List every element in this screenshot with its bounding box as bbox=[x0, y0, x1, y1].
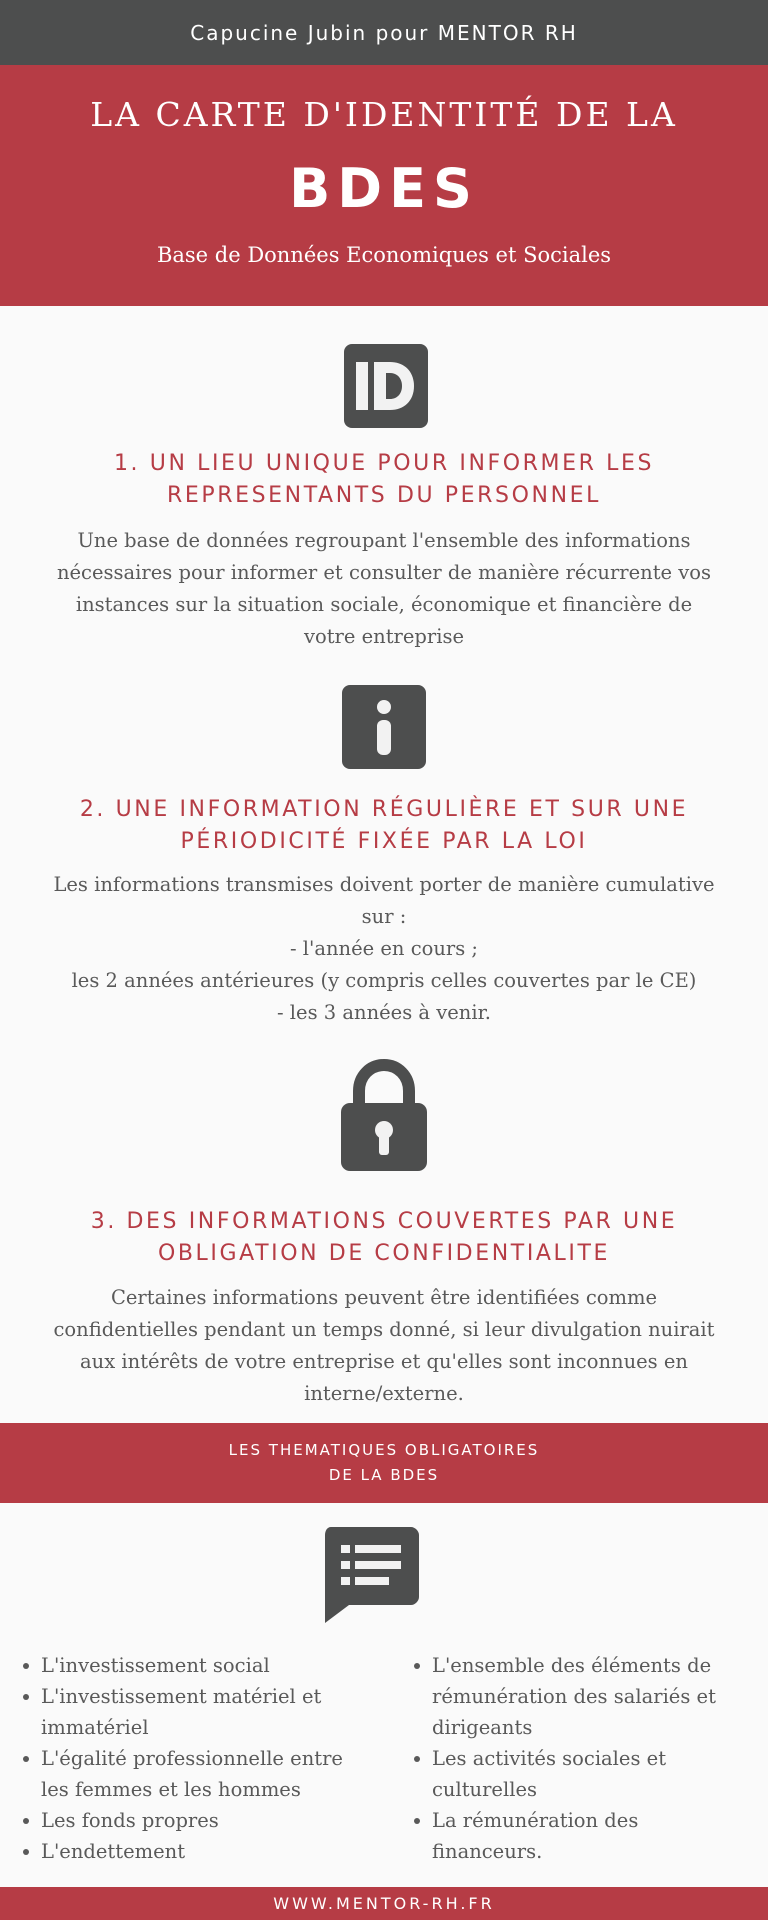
themes-list-right bbox=[412, 1650, 762, 1867]
section-2-title bbox=[20, 794, 748, 858]
list-item-text: Les activités sociales et bbox=[432, 1747, 667, 1770]
section-1-title-line: 1. UN LIEU UNIQUE POUR INFORMER LES bbox=[113, 451, 655, 476]
section-2-body-line: Les informations transmises doivent porter de manière cumulative bbox=[53, 873, 715, 896]
footer-website-link[interactable]: WWW.MENTOR-RH.FR bbox=[273, 1894, 495, 1913]
list-speech-bubble-icon bbox=[323, 1527, 419, 1627]
hero-title: LA CARTE D'IDENTITÉ DE LA bbox=[90, 95, 678, 134]
lock-icon bbox=[339, 1057, 429, 1177]
list-item-text: dirigeants bbox=[432, 1716, 533, 1739]
section-1-body-line: nécessaires pour informer et consulter de manière récurrente vos bbox=[56, 561, 712, 584]
section-3-title-line: OBLIGATION DE CONFIDENTIALITE bbox=[157, 1241, 611, 1266]
section-2-body-line: - l'année en cours ; bbox=[289, 937, 479, 960]
section-3-title-line: 3. DES INFORMATIONS COUVERTES PAR UNE bbox=[90, 1209, 678, 1234]
footer-banner bbox=[0, 1887, 768, 1920]
list-item-text: L'égalité professionnelle entre bbox=[41, 1747, 343, 1770]
section-1-body-line: Une base de données regroupant l'ensemble des informations bbox=[77, 529, 691, 552]
list-item-text: rémunération des salariés et bbox=[432, 1685, 716, 1708]
list-item-text: L'investissement social bbox=[41, 1654, 270, 1677]
list-item-text: financeurs. bbox=[432, 1840, 543, 1863]
list-item bbox=[412, 1650, 762, 1743]
section-3-body-line: aux intérêts de votre entreprise et qu'elles sont inconnues en bbox=[80, 1350, 688, 1373]
themes-list-left bbox=[21, 1650, 381, 1867]
section-1-title-line: REPRESENTANTS DU PERSONNEL bbox=[166, 483, 602, 508]
list-item-text: culturelles bbox=[432, 1778, 537, 1801]
section-1-body-line: votre entreprise bbox=[303, 625, 465, 648]
section-2-body-line: - les 3 années à venir. bbox=[277, 1001, 491, 1024]
author-banner bbox=[0, 0, 768, 65]
hero-header bbox=[0, 65, 768, 306]
themes-banner-line: LES THEMATIQUES OBLIGATOIRES bbox=[228, 1441, 540, 1459]
section-1-body-line: instances sur la situation sociale, économique et financière de bbox=[75, 593, 693, 616]
section-2-body-line: les 2 années antérieures (y compris celles couvertes par le CE) bbox=[71, 969, 697, 992]
section-2-title-line: PÉRIODICITÉ FIXÉE PAR LA LOI bbox=[180, 829, 588, 854]
section-2-body bbox=[10, 869, 758, 1029]
list-item bbox=[21, 1681, 381, 1743]
section-2-body-line: sur : bbox=[361, 905, 407, 928]
list-item-text: Les fonds propres bbox=[41, 1809, 219, 1832]
section-3-body bbox=[10, 1282, 758, 1410]
info-icon bbox=[342, 685, 426, 773]
list-item bbox=[412, 1743, 762, 1805]
list-item-text: les femmes et les hommes bbox=[41, 1778, 301, 1801]
hero-subtitle: Base de Données Economiques et Sociales bbox=[156, 243, 612, 267]
list-item bbox=[412, 1805, 762, 1867]
list-item bbox=[21, 1743, 381, 1805]
list-item bbox=[21, 1650, 381, 1681]
list-item-text: immatériel bbox=[41, 1716, 149, 1739]
section-3-body-line: interne/externe. bbox=[304, 1382, 464, 1405]
themes-banner-line: DE LA BDES bbox=[328, 1466, 440, 1484]
list-item-text: L'ensemble des éléments de bbox=[432, 1654, 712, 1677]
list-item-text: La rémunération des bbox=[432, 1809, 639, 1832]
section-1-title bbox=[20, 448, 748, 512]
id-card-icon bbox=[344, 344, 428, 432]
hero-acronym: BDES bbox=[289, 157, 479, 220]
list-item bbox=[21, 1805, 381, 1836]
section-2-title-line: 2. UNE INFORMATION RÉGULIÈRE ET SUR UNE bbox=[79, 797, 689, 822]
author-credit: Capucine Jubin pour MENTOR RH bbox=[190, 20, 578, 45]
section-3-title bbox=[20, 1206, 748, 1270]
list-item-text: L'investissement matériel et bbox=[41, 1685, 322, 1708]
section-3-body-line: Certaines informations peuvent être identifiées comme bbox=[110, 1286, 658, 1309]
list-item-text: L'endettement bbox=[41, 1840, 186, 1863]
list-item bbox=[21, 1836, 381, 1867]
section-3-body-line: confidentielles pendant un temps donné, si leur divulgation nuirait bbox=[53, 1318, 715, 1341]
section-1-body bbox=[10, 525, 758, 653]
themes-banner bbox=[0, 1423, 768, 1503]
